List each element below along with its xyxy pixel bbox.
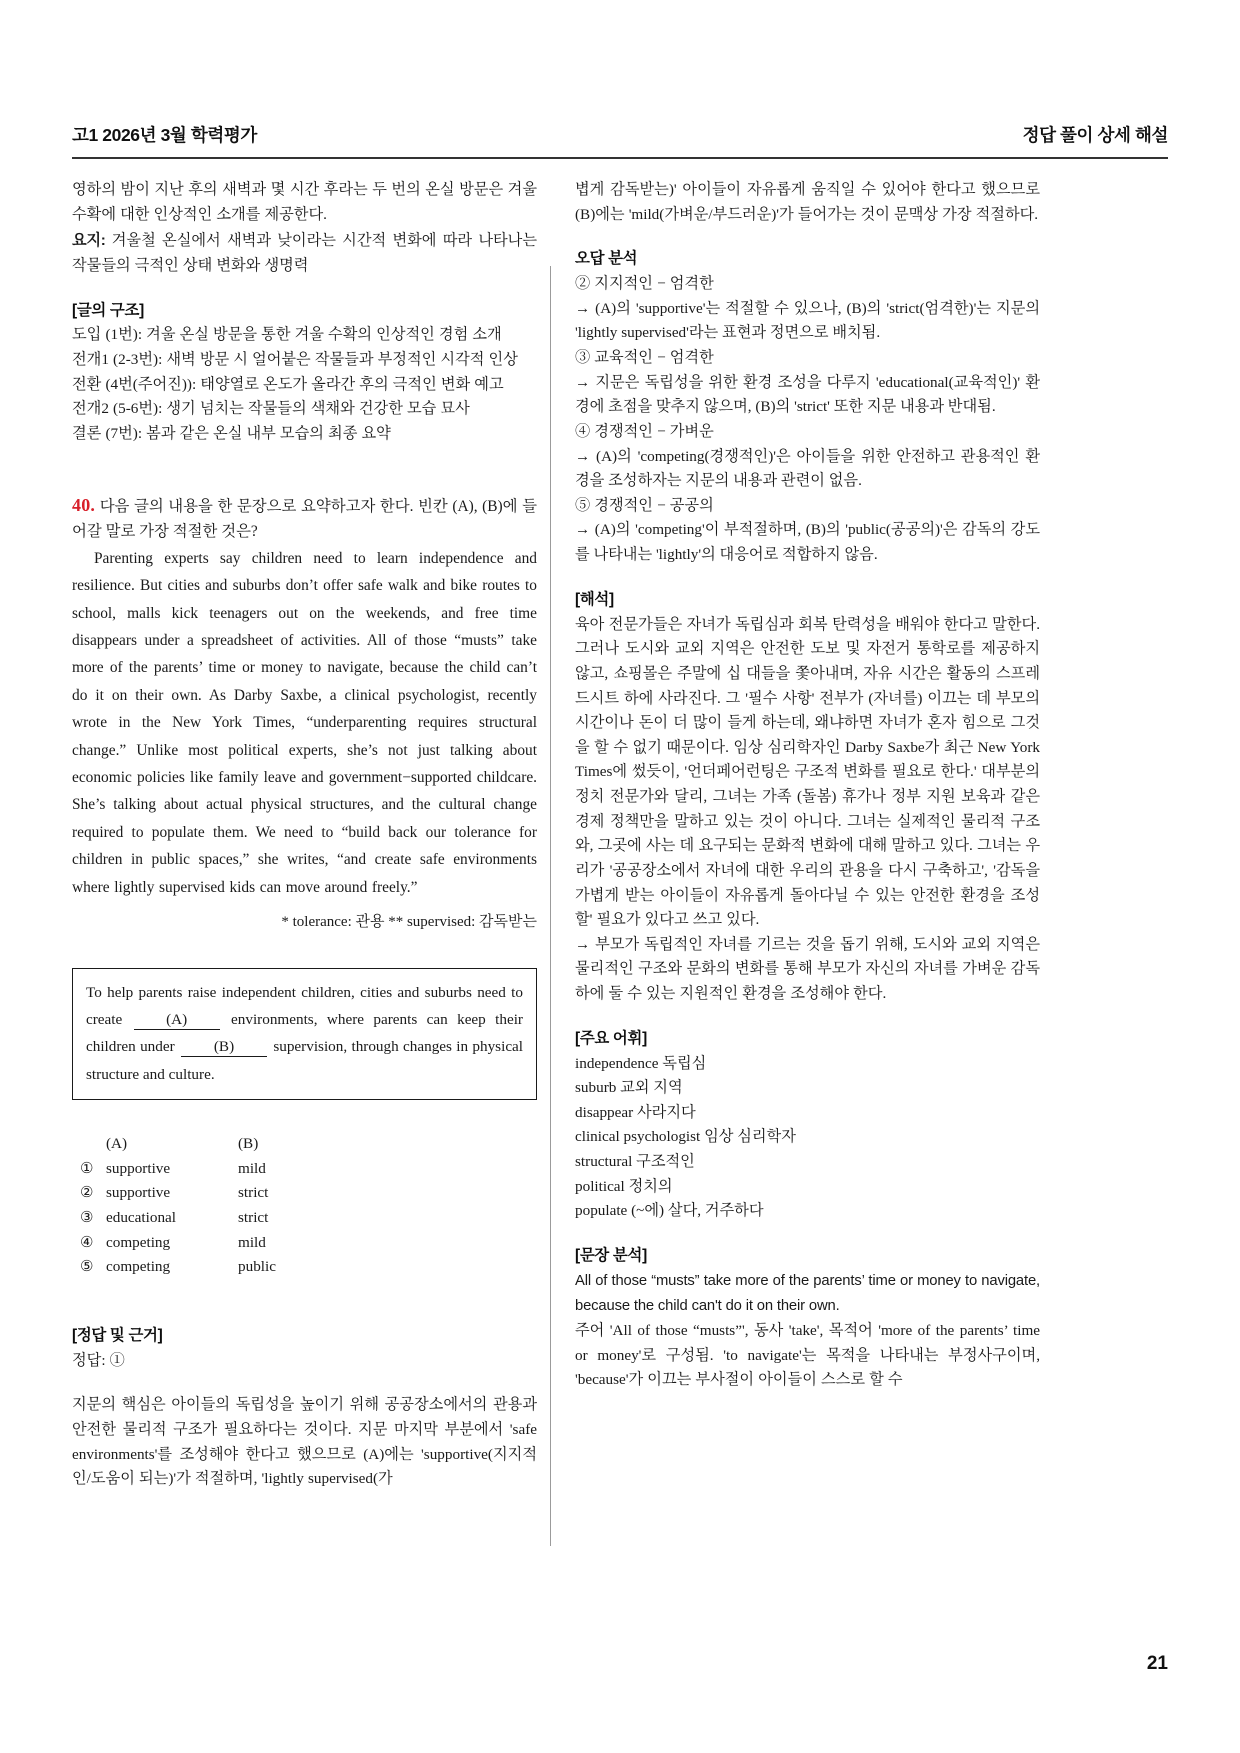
choice-number: ② xyxy=(80,1184,94,1202)
wrong-choice-detail: → (A)의 'competing(경쟁적인)'은 아이들을 위한 안전하고 관용적인 환경을 조성하자는 지문의 내용과 관련이 없음. xyxy=(575,447,1040,490)
summary-part-2: environments, where parents can keep their children under xyxy=(86,1011,523,1056)
sentence-analysis-explanation: 주어 'All of those “musts”', 동사 'take', 목적어 'more of the parents’ time or money'로 구성됨. 'to navigate'는 목적을 나타내는 부정사구이며, 'because'가 이끄는 부사절이 아이들이 스스로 할 수 xyxy=(575,1322,1040,1389)
summary-statement-box xyxy=(72,968,537,1100)
answer-value: 정답: ① xyxy=(72,1351,125,1369)
spacer xyxy=(575,1007,1040,1027)
gist-text: 겨울철 온실에서 새벽과 낮이라는 시간적 변화에 따라 나타나는 작물들의 극적인 상태 변화와 생명력 xyxy=(72,232,538,274)
structure-line: 결론 (7번): 봄과 같은 온실 내부 모습의 최종 요약 xyxy=(72,424,391,442)
wrong-choice-detail: → 지문은 독립성을 위한 환경 조성을 다루지 'educational(교육적인)' 환경에 초점을 맞추지 않으며, (B)의 'strict' 또한 지문 내용과 반대됨. xyxy=(575,373,1040,416)
vocabulary-entry: populate (~에) 살다, 거주하다 xyxy=(575,1202,764,1220)
wrong-choice-label: ② 지지적인 − 엄격한 xyxy=(575,275,714,293)
choice-option-3[interactable] xyxy=(72,1206,537,1231)
summary-part-3: supervision, through changes in physical structure and culture. xyxy=(86,1038,524,1083)
blank-b: (B) xyxy=(181,1037,267,1057)
structure-line: 전개1 (2-3번): 새벽 방문 시 얼어붙은 작물들과 부정적인 시각적 인상 xyxy=(72,351,518,369)
choice-number: ① xyxy=(80,1159,94,1177)
left-column xyxy=(72,178,537,1492)
choices-header-a: (A) xyxy=(106,1135,128,1153)
choice-option-5[interactable] xyxy=(72,1255,537,1280)
question-heading xyxy=(72,491,537,545)
choice-value-a: educational xyxy=(106,1208,176,1226)
vocabulary-entry: clinical psychologist 임상 심리학자 xyxy=(575,1128,796,1146)
sentence-analysis-sentence: All of those “musts” take more of the parents’ time or money to navigate, because the child can't do it on their own. xyxy=(575,1272,1040,1315)
structure-heading: [글의 구조] xyxy=(72,301,144,319)
gist-label: 요지: xyxy=(72,232,106,250)
header-section-title: 정답 풀이 상세 해설 xyxy=(1022,125,1168,145)
page-header xyxy=(72,122,1168,147)
structure-line: 도입 (1번): 겨울 온실 방문을 통한 겨울 수확의 인상적인 경험 소개 xyxy=(72,326,502,344)
passage-footnote: * tolerance: 관용 ** supervised: 감독받는 xyxy=(281,914,537,931)
header-divider-rule xyxy=(72,157,1168,159)
choice-value-b: strict xyxy=(238,1208,269,1226)
spacer xyxy=(72,447,537,491)
answer-rationale: 지문의 핵심은 아이들의 독립성을 높이기 위해 공공장소에서의 관용과 안전한 물리적 구조가 필요하다는 것이다. 지문 마지막 부분에서 'safe environments'를 조성해야 한다고 했으므로 (A)에는 'supportive(지지적인/도움이 되는)'가 적절하며, 'lightly supervised(가 xyxy=(72,1396,537,1488)
spacer xyxy=(72,936,537,968)
structure-line: 전환 (4번(주어진)): 태양열로 온도가 올라간 후의 극적인 변화 예고 xyxy=(72,375,504,393)
choice-number: ③ xyxy=(80,1208,94,1226)
summary-part-1: To help parents raise independent children, cities and suburbs need to create xyxy=(86,983,523,1029)
vocabulary-entry: independence 독립심 xyxy=(575,1054,707,1072)
vocabulary-entry: political 정치의 xyxy=(575,1177,673,1195)
spacer xyxy=(72,279,537,299)
two-column-body xyxy=(72,178,1168,1548)
choice-option-2[interactable] xyxy=(72,1181,537,1206)
choice-value-a: supportive xyxy=(106,1159,171,1177)
choice-value-b: public xyxy=(238,1258,276,1276)
page-number: 21 xyxy=(1146,1653,1168,1674)
choice-value-a: competing xyxy=(106,1233,171,1251)
choice-value-b: mild xyxy=(238,1233,266,1251)
wrong-choice-detail: → (A)의 'competing'이 부적절하며, (B)의 'public(공공의)'은 감독의 강도를 나타내는 'lightly'의 대응어로 적합하지 않음. xyxy=(575,521,1040,564)
right-column xyxy=(575,178,1040,1393)
wrong-choice-label: ④ 경쟁적인 − 가벼운 xyxy=(575,422,714,440)
wrong-choice-label: ⑤ 경쟁적인 − 공공의 xyxy=(575,496,714,514)
spacer xyxy=(575,227,1040,247)
previous-summary-paragraph: 영하의 밤이 지난 후의 새벽과 몇 시간 후라는 두 번의 온실 방문은 겨울 수확에 대한 인상적인 소개를 제공한다. xyxy=(72,181,537,223)
vocabulary-heading: [주요 어휘] xyxy=(575,1029,647,1047)
translation-heading: [해석] xyxy=(575,590,614,608)
translation-summary-arrow: → 부모가 독립적인 자녀를 기르는 것을 돕기 위해, 도시와 교외 지역은 물리적인 구조와 문화의 변화를 통해 부모가 자신의 자녀를 가벼운 감독하에 둘 수 있는 지원적인 환경을 조성해야 한다. xyxy=(575,935,1040,1003)
sentence-analysis-heading: [문장 분석] xyxy=(575,1246,647,1264)
choice-value-b: strict xyxy=(238,1184,269,1202)
choice-value-b: mild xyxy=(238,1159,266,1177)
answer-section-heading: [정답 및 근거] xyxy=(72,1326,163,1344)
wrong-choice-detail: → (A)의 'supportive'는 적절할 수 있으나, (B)의 'strict(엄격한)'는 지문의 'lightly supervised'라는 표현과 정면으로 배치됨. xyxy=(575,299,1040,342)
choice-option-1[interactable] xyxy=(72,1157,537,1182)
spacer xyxy=(72,1373,537,1393)
spacer xyxy=(72,1280,537,1324)
gist-line xyxy=(72,229,537,278)
vocabulary-entry: disappear 사라지다 xyxy=(575,1103,696,1121)
question-number: 40. xyxy=(72,494,96,515)
spacer xyxy=(72,1100,537,1132)
question-prompt: 다음 글의 내용을 한 문장으로 요약하고자 한다. 빈칸 (A), (B)에 들어갈 말로 가장 적절한 것은? xyxy=(72,497,537,540)
choice-value-a: supportive xyxy=(106,1184,171,1202)
choice-number: ④ xyxy=(80,1233,94,1251)
wrong-analysis-heading: 오답 분석 xyxy=(575,250,638,268)
wrong-choice-label: ③ 교육적인 − 엄격한 xyxy=(575,349,714,367)
choice-number: ⑤ xyxy=(80,1258,94,1276)
blank-a: (A) xyxy=(134,1010,220,1030)
choice-value-a: competing xyxy=(106,1258,171,1276)
spacer xyxy=(72,901,537,910)
translation-body: 육아 전문가들은 자녀가 독립심과 회복 탄력성을 배워야 한다고 말한다. 그러나 도시와 교외 지역은 안전한 도보 및 자전거 통학로를 제공하지 않고, 쇼핑몰은 주말에 십 대들을 쫓아내며, 자유 시간은 활동의 스프레드시트 하에 사라진다. 그 '필수 사항' 전부가 (자녀를) 이끄는 데 부모의 시간이나 돈이 더 많이 들게 하는데, 왜냐하면 자녀가 혼자 힘으로 그것을 할 수 없기 때문이다. 임상 심리학자인 Darby Saxbe가 최근 New York Times에 썼듯이, '언더페어런팅은 구조적 변화를 필요로 한다.' 대부분의 정치 전문가와 달리, 그녀는 가족 (돌봄) 휴가나 정부 지원 보육과 같은 경제 정책만을 말하고 있는 것이 아니다. 그녀는 실제적인 물리적 구조와, 그곳에 사는 데 요구되는 문화적 변화에 대해 말하고 있다. 그녀는 우리가 '공공장소에서 자녀에 대한 우리의 관용을 다시 구축하고', '감독을 가볍게 받는 아이들이 자유롭게 돌아다닐 수 있는 안전한 환경을 조성할' 필요가 있다고 쓰고 있다. xyxy=(575,615,1040,929)
choices-header-b: (B) xyxy=(238,1135,259,1153)
choices-header-row xyxy=(72,1132,537,1157)
rationale-continuation: 볍게 감독받는)' 아이들이 자유롭게 움직일 수 있어야 한다고 했으므로 (B)에는 'mild(가벼운/부드러운)'가 들어가는 것이 문맥상 가장 적절하다. xyxy=(575,181,1040,223)
spacer xyxy=(575,1224,1040,1244)
spacer xyxy=(575,568,1040,588)
column-divider-line xyxy=(550,266,551,1546)
question-passage: Parenting experts say children need to learn independence and resilience. But cities and suburbs don’t offer safe walk and bike routes to school, malls kick teenagers out on the weekends, and free time disappears under a spreadsheet of activities. All of those “musts” take more of the parents’ time or money to navigate, because the child can’t do it on their own. As Darby Saxbe, a clinical psychologist, recently wrote in the New York Times, “underparenting requires structural change.” Unlike most political experts, she’s not just talking about economic policies like family leave and government−supported childcare. She’s talking about actual physical structures, and the cultural change required to populate them. We need to “build back our tolerance for children in public spaces,” she writes, “and create safe environments where lightly supervised kids can move around freely.” xyxy=(72,549,537,896)
structure-line: 전개2 (5-6번): 생기 넘치는 작물들의 색채와 건강한 모습 묘사 xyxy=(72,400,470,418)
vocabulary-entry: suburb 교외 지역 xyxy=(575,1079,683,1097)
choice-option-4[interactable] xyxy=(72,1231,537,1256)
vocabulary-entry: structural 구조적인 xyxy=(575,1153,695,1171)
header-exam-title: 고1 2026년 3월 학력평가 xyxy=(72,125,257,145)
